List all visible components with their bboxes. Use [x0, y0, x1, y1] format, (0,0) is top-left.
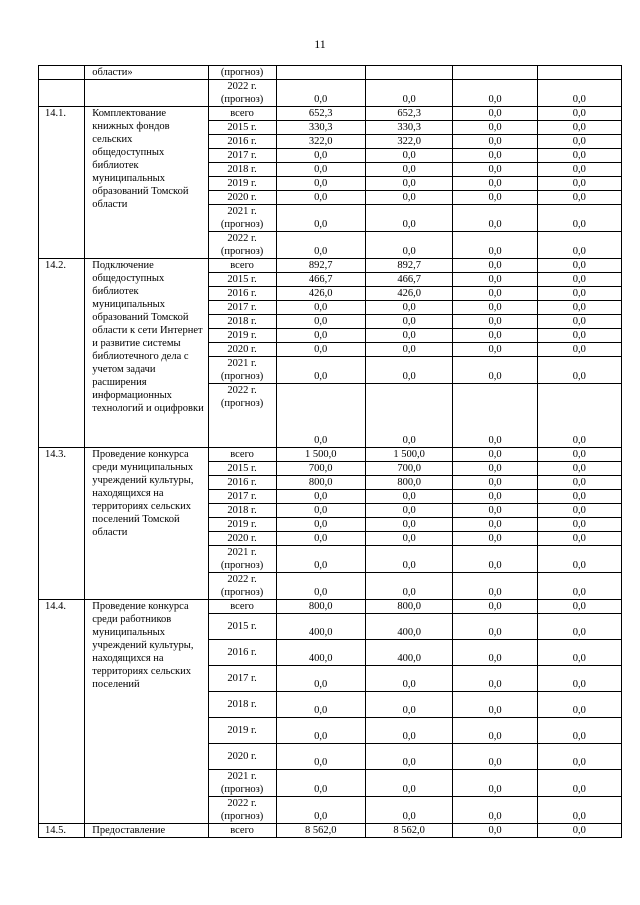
- value-cell: 330,3: [276, 121, 365, 135]
- value-cell: 0,0: [537, 232, 621, 259]
- year-cell: 2019 г.: [208, 518, 276, 532]
- value-cell: 0,0: [276, 573, 365, 600]
- value-cell: 0,0: [537, 384, 621, 448]
- value-cell: 0,0: [276, 315, 365, 329]
- value-cell: 0,0: [537, 163, 621, 177]
- table-row: [39, 107, 622, 121]
- year-cell: 2018 г.: [208, 504, 276, 518]
- value-cell: 466,7: [276, 273, 365, 287]
- value-cell: 0,0: [453, 692, 537, 718]
- value-cell: 800,0: [276, 600, 365, 614]
- year-cell: 2022 г. (прогноз): [208, 232, 276, 259]
- year-cell: 2022 г. (прогноз): [208, 797, 276, 824]
- value-cell: 0,0: [537, 573, 621, 600]
- table-row: [39, 600, 622, 614]
- value-cell: 700,0: [276, 462, 365, 476]
- year-cell: 2015 г.: [208, 121, 276, 135]
- value-cell: 0,0: [537, 329, 621, 343]
- value-cell: 0,0: [537, 666, 621, 692]
- item-number: 14.5.: [39, 824, 85, 838]
- budget-table: [38, 65, 622, 838]
- value-cell: 0,0: [276, 232, 365, 259]
- value-cell: 0,0: [453, 824, 537, 838]
- value-cell: 0,0: [276, 797, 365, 824]
- year-cell: 2018 г.: [208, 692, 276, 718]
- value-cell: 0,0: [537, 600, 621, 614]
- table-row: [39, 448, 622, 462]
- value-cell: 0,0: [537, 614, 621, 640]
- year-cell: (прогноз): [208, 66, 276, 80]
- value-cell: 0,0: [537, 744, 621, 770]
- value-cell: 0,0: [537, 770, 621, 797]
- value-cell: [365, 66, 452, 80]
- value-cell: 0,0: [537, 546, 621, 573]
- value-cell: 0,0: [453, 518, 537, 532]
- year-cell: 2015 г.: [208, 273, 276, 287]
- table-row: [39, 259, 622, 273]
- value-cell: 0,0: [276, 532, 365, 546]
- value-cell: 0,0: [453, 490, 537, 504]
- value-cell: 0,0: [537, 343, 621, 357]
- value-cell: 400,0: [276, 614, 365, 640]
- value-cell: 0,0: [365, 357, 452, 384]
- value-cell: 0,0: [453, 546, 537, 573]
- value-cell: 652,3: [365, 107, 452, 121]
- value-cell: 0,0: [537, 80, 621, 107]
- value-cell: 0,0: [276, 205, 365, 232]
- year-cell: 2017 г.: [208, 301, 276, 315]
- value-cell: 0,0: [365, 546, 452, 573]
- value-cell: 0,0: [537, 149, 621, 163]
- value-cell: 0,0: [453, 462, 537, 476]
- value-cell: 0,0: [537, 824, 621, 838]
- year-cell: 2016 г.: [208, 135, 276, 149]
- value-cell: 0,0: [537, 121, 621, 135]
- value-cell: 0,0: [537, 490, 621, 504]
- value-cell: 0,0: [453, 532, 537, 546]
- year-cell: всего: [208, 824, 276, 838]
- table-row: [39, 66, 622, 80]
- value-cell: 0,0: [365, 315, 452, 329]
- value-cell: 0,0: [365, 532, 452, 546]
- value-cell: 0,0: [365, 149, 452, 163]
- value-cell: 0,0: [276, 518, 365, 532]
- value-cell: [276, 66, 365, 80]
- year-cell: 2016 г.: [208, 476, 276, 490]
- value-cell: 0,0: [537, 259, 621, 273]
- value-cell: 0,0: [365, 177, 452, 191]
- value-cell: 0,0: [276, 692, 365, 718]
- value-cell: 0,0: [537, 287, 621, 301]
- value-cell: 0,0: [453, 797, 537, 824]
- value-cell: 0,0: [453, 666, 537, 692]
- value-cell: 0,0: [365, 163, 452, 177]
- year-cell: 2019 г.: [208, 718, 276, 744]
- item-description: Комплектование книжных фондов сельских общедоступных библиотек муниципальных образований Томской области: [85, 107, 208, 259]
- value-cell: 0,0: [453, 149, 537, 163]
- year-cell: всего: [208, 107, 276, 121]
- description-cell: области»: [85, 66, 208, 80]
- value-cell: 0,0: [276, 504, 365, 518]
- value-cell: 0,0: [276, 490, 365, 504]
- year-cell: всего: [208, 448, 276, 462]
- year-cell: 2020 г.: [208, 343, 276, 357]
- value-cell: 1 500,0: [365, 448, 452, 462]
- year-cell: всего: [208, 600, 276, 614]
- value-cell: 0,0: [537, 640, 621, 666]
- value-cell: 0,0: [365, 384, 452, 448]
- value-cell: 0,0: [276, 770, 365, 797]
- value-cell: 0,0: [537, 518, 621, 532]
- value-cell: 0,0: [453, 448, 537, 462]
- value-cell: 0,0: [276, 163, 365, 177]
- value-cell: 0,0: [365, 80, 452, 107]
- year-cell: 2019 г.: [208, 329, 276, 343]
- value-cell: 0,0: [365, 301, 452, 315]
- value-cell: 0,0: [453, 640, 537, 666]
- value-cell: 0,0: [453, 476, 537, 490]
- value-cell: 0,0: [276, 301, 365, 315]
- value-cell: 0,0: [453, 163, 537, 177]
- item-description: Предоставление: [85, 824, 208, 838]
- value-cell: 426,0: [365, 287, 452, 301]
- value-cell: 0,0: [537, 135, 621, 149]
- value-cell: 0,0: [537, 797, 621, 824]
- value-cell: 8 562,0: [276, 824, 365, 838]
- value-cell: 0,0: [537, 448, 621, 462]
- year-cell: 2021 г. (прогноз): [208, 770, 276, 797]
- value-cell: 0,0: [365, 191, 452, 205]
- item-description: Проведение конкурса среди муниципальных учреждений культуры, находящихся на территориях сельских поселений Томской области: [85, 448, 208, 600]
- value-cell: 0,0: [365, 232, 452, 259]
- value-cell: 400,0: [365, 614, 452, 640]
- value-cell: 0,0: [453, 614, 537, 640]
- value-cell: 0,0: [365, 504, 452, 518]
- value-cell: 0,0: [453, 384, 537, 448]
- year-cell: 2018 г.: [208, 315, 276, 329]
- value-cell: 0,0: [365, 490, 452, 504]
- value-cell: 0,0: [453, 191, 537, 205]
- value-cell: 0,0: [453, 343, 537, 357]
- table-row: [39, 824, 622, 838]
- item-number: 14.3.: [39, 448, 85, 600]
- value-cell: 0,0: [276, 666, 365, 692]
- value-cell: 466,7: [365, 273, 452, 287]
- value-cell: 0,0: [453, 504, 537, 518]
- item-number: 14.2.: [39, 259, 85, 448]
- value-cell: 0,0: [537, 107, 621, 121]
- value-cell: 0,0: [365, 692, 452, 718]
- value-cell: 0,0: [365, 797, 452, 824]
- value-cell: 426,0: [276, 287, 365, 301]
- value-cell: 0,0: [453, 121, 537, 135]
- value-cell: 0,0: [453, 301, 537, 315]
- value-cell: 322,0: [276, 135, 365, 149]
- value-cell: 0,0: [453, 205, 537, 232]
- value-cell: [453, 66, 537, 80]
- value-cell: 0,0: [537, 273, 621, 287]
- value-cell: 1 500,0: [276, 448, 365, 462]
- value-cell: 0,0: [537, 532, 621, 546]
- value-cell: 0,0: [365, 744, 452, 770]
- value-cell: 0,0: [453, 357, 537, 384]
- year-cell: 2019 г.: [208, 177, 276, 191]
- year-cell: 2022 г. (прогноз): [208, 384, 276, 448]
- value-cell: 892,7: [365, 259, 452, 273]
- value-cell: 322,0: [365, 135, 452, 149]
- year-cell: 2017 г.: [208, 149, 276, 163]
- item-description: Проведение конкурса среди работников муниципальных учреждений культуры, находящихся на территориях сельских поселений: [85, 600, 208, 824]
- value-cell: 0,0: [537, 301, 621, 315]
- item-number: 14.4.: [39, 600, 85, 824]
- year-cell: 2022 г. (прогноз): [208, 80, 276, 107]
- year-cell: 2021 г. (прогноз): [208, 546, 276, 573]
- value-cell: 0,0: [537, 205, 621, 232]
- value-cell: 400,0: [365, 640, 452, 666]
- value-cell: 8 562,0: [365, 824, 452, 838]
- value-cell: 0,0: [276, 357, 365, 384]
- value-cell: 0,0: [365, 518, 452, 532]
- value-cell: 0,0: [453, 80, 537, 107]
- value-cell: 0,0: [365, 329, 452, 343]
- year-cell: 2015 г.: [208, 462, 276, 476]
- value-cell: 0,0: [453, 135, 537, 149]
- value-cell: 0,0: [365, 666, 452, 692]
- value-cell: 892,7: [276, 259, 365, 273]
- value-cell: 0,0: [537, 462, 621, 476]
- value-cell: 0,0: [537, 315, 621, 329]
- value-cell: 0,0: [453, 177, 537, 191]
- value-cell: 0,0: [276, 744, 365, 770]
- table-body: [39, 66, 622, 838]
- year-cell: 2016 г.: [208, 640, 276, 666]
- value-cell: 0,0: [453, 287, 537, 301]
- value-cell: 0,0: [453, 107, 537, 121]
- value-cell: 0,0: [276, 191, 365, 205]
- value-cell: 0,0: [276, 80, 365, 107]
- value-cell: 0,0: [276, 718, 365, 744]
- value-cell: 0,0: [453, 273, 537, 287]
- value-cell: 0,0: [453, 770, 537, 797]
- value-cell: 0,0: [365, 718, 452, 744]
- year-cell: 2020 г.: [208, 191, 276, 205]
- value-cell: 0,0: [276, 329, 365, 343]
- year-cell: 2017 г.: [208, 666, 276, 692]
- value-cell: 0,0: [537, 476, 621, 490]
- value-cell: 0,0: [453, 259, 537, 273]
- value-cell: 0,0: [276, 177, 365, 191]
- year-cell: 2021 г. (прогноз): [208, 205, 276, 232]
- value-cell: 0,0: [276, 384, 365, 448]
- row-number-cell: [39, 80, 85, 107]
- value-cell: 0,0: [453, 744, 537, 770]
- value-cell: 0,0: [537, 718, 621, 744]
- value-cell: 400,0: [276, 640, 365, 666]
- year-cell: 2015 г.: [208, 614, 276, 640]
- item-description: Подключение общедоступных библиотек муниципальных образований Томской области к сети Интернет и развитие системы библиотечного дела с учетом задачи расширения информационных технологий и оцифровки: [85, 259, 208, 448]
- value-cell: 0,0: [365, 573, 452, 600]
- value-cell: 0,0: [365, 205, 452, 232]
- year-cell: 2018 г.: [208, 163, 276, 177]
- item-number: 14.1.: [39, 107, 85, 259]
- value-cell: [537, 66, 621, 80]
- year-cell: всего: [208, 259, 276, 273]
- value-cell: 0,0: [537, 504, 621, 518]
- year-cell: 2020 г.: [208, 532, 276, 546]
- page-number: 11: [314, 37, 326, 51]
- value-cell: 330,3: [365, 121, 452, 135]
- year-cell: 2022 г. (прогноз): [208, 573, 276, 600]
- year-cell: 2020 г.: [208, 744, 276, 770]
- value-cell: 800,0: [365, 476, 452, 490]
- table-row: [39, 80, 622, 107]
- row-number-cell: [39, 66, 85, 80]
- year-cell: 2016 г.: [208, 287, 276, 301]
- value-cell: 0,0: [276, 149, 365, 163]
- value-cell: 0,0: [453, 573, 537, 600]
- value-cell: 0,0: [537, 177, 621, 191]
- value-cell: 0,0: [453, 315, 537, 329]
- value-cell: 0,0: [365, 343, 452, 357]
- value-cell: 0,0: [453, 600, 537, 614]
- value-cell: 0,0: [276, 546, 365, 573]
- value-cell: 652,3: [276, 107, 365, 121]
- value-cell: 0,0: [537, 191, 621, 205]
- value-cell: 700,0: [365, 462, 452, 476]
- value-cell: 0,0: [453, 232, 537, 259]
- value-cell: 0,0: [453, 329, 537, 343]
- description-cell: [85, 80, 208, 107]
- value-cell: 800,0: [276, 476, 365, 490]
- value-cell: 0,0: [365, 770, 452, 797]
- value-cell: 0,0: [537, 357, 621, 384]
- year-cell: 2021 г. (прогноз): [208, 357, 276, 384]
- year-cell: 2017 г.: [208, 490, 276, 504]
- value-cell: 0,0: [453, 718, 537, 744]
- value-cell: 0,0: [537, 692, 621, 718]
- value-cell: 800,0: [365, 600, 452, 614]
- value-cell: 0,0: [276, 343, 365, 357]
